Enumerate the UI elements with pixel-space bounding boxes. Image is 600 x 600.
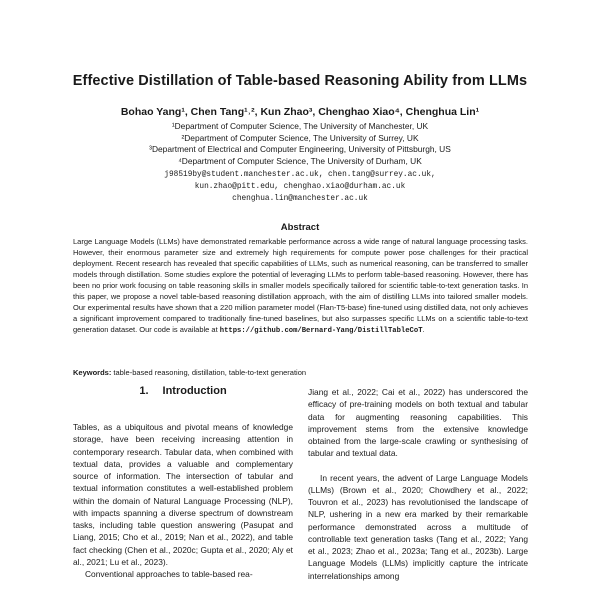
affiliation-4: ⁴Department of Computer Science, The University of Durham, UK [178,155,422,166]
keywords-line [73,368,528,377]
affiliations [0,121,600,167]
right-paragraph-1: Jiang et al., 2022; Cai et al., 2022) has underscored the efficacy of pre-training models on both textual and tabular data for augmenting reasoning capabilities. This improvement stems from the extensive knowledge obtained from the large-scale crawling or synthesising of tabular and textual data. [308,387,528,459]
code-link[interactable]: https://github.com/Bernard-Yang/DistillTableCoT [219,327,423,336]
section-heading [73,385,293,397]
affiliation-2: ²Department of Computer Science, The University of Surrey, UK [181,132,419,143]
right-column [308,386,528,582]
email-line-2: kun.zhao@pitt.edu, chenghao.xiao@durham.ac.uk [194,183,406,192]
keywords-label: Keywords: [73,368,112,377]
author-list: Bohao Yang¹, Chen Tang¹˒², Kun Zhao³, Chenghao Xiao⁴, Chenghua Lin¹ [120,106,480,118]
paper-title: Effective Distillation of Table-based Reasoning Ability from LLMs [72,73,528,89]
left-paragraph-2: Conventional approaches to table-based rea- [85,569,253,579]
email-line-3: chenghua.lin@manchester.ac.uk [232,195,368,204]
affiliation-1: ¹Department of Computer Science, The University of Manchester, UK [171,121,429,131]
abstract-text: Large Language Models (LLMs) have demonstrated remarkable performance across a wide range of natural language processing tasks. However, their enormous parameter size and extremely high requirements for compute power pose challenges for their practical deployment. Recent research has revealed that specific capabilities of LLMs, such as numerical reasoning, can be transferred to smaller models through distillation. Some studies explore the potential of leveraging LLMs to perform table-based reasoning. However, there has been no prior work focusing on table reasoning skills in smaller models specifically tailored for scientific table-to-text generation tasks. In this paper, we propose a novel table-based reasoning distillation approach, with the aim of distilling LLMs into tailored smaller models. Our experimental results have shown that a 220 million parameter model (Flan-T5-base) fine-tuned using distilled data, not only achieves a significant improvement compared to traditionally fine-tuned baselines, but also surpasses specific LLMs on a scientific table-to-text generation dataset. Our code is available at [73,237,528,335]
section-number: 1. [139,385,149,397]
keywords-text: table-based reasoning, distillation, table-to-text generation [111,368,307,377]
abstract-end: . [422,325,425,335]
email-block [0,169,600,206]
section-title: Introduction [162,385,227,397]
email-line-1: j98519by@student.manchester.ac.uk, chen.tang@surrey.ac.uk, [164,171,436,179]
left-paragraph-1: Tables, as a ubiquitous and pivotal means of knowledge storage, have been receiving increasing attention in contemporary research. Tabular data, when combined with textual data, provides a valuable and complementary source of information. The intersection of tabular and textual information constitutes a well-established problem within the domain of Natural Language Processing (NLP), with impacts spanning a diverse spectrum of downstream tasks, including table question answering (Pasupat and Liang, 2015; Cho et al., 2019; Nan et al., 2022), and table fact checking (Chen et al., 2020c; Gupta et al., 2020; Aly et al., 2021; Lu et al., 2023). [73,422,293,567]
abstract-heading: Abstract [280,222,320,233]
left-column [73,421,293,580]
abstract-body [73,236,528,337]
affiliation-3: ³Department of Electrical and Computer Engineering, University of Pittsburgh, US [149,144,451,154]
right-paragraph-2: In recent years, the advent of Large Language Models (LLMs) (Brown et al., 2020; Chowdhery et al., 2022; Touvron et al., 2023) has revolutionised the landscape of NLP, ushering in a new era marked by their remarkable performance demonstrated across a multitude of controllable text generation tasks (Tang et al., 2022; Yang et al., 2023; Zhao et al., 2023a; Tang et al., 2023b). Large Language Models (LLMs) implicitly capture the intricate interrelationships among [308,472,528,581]
